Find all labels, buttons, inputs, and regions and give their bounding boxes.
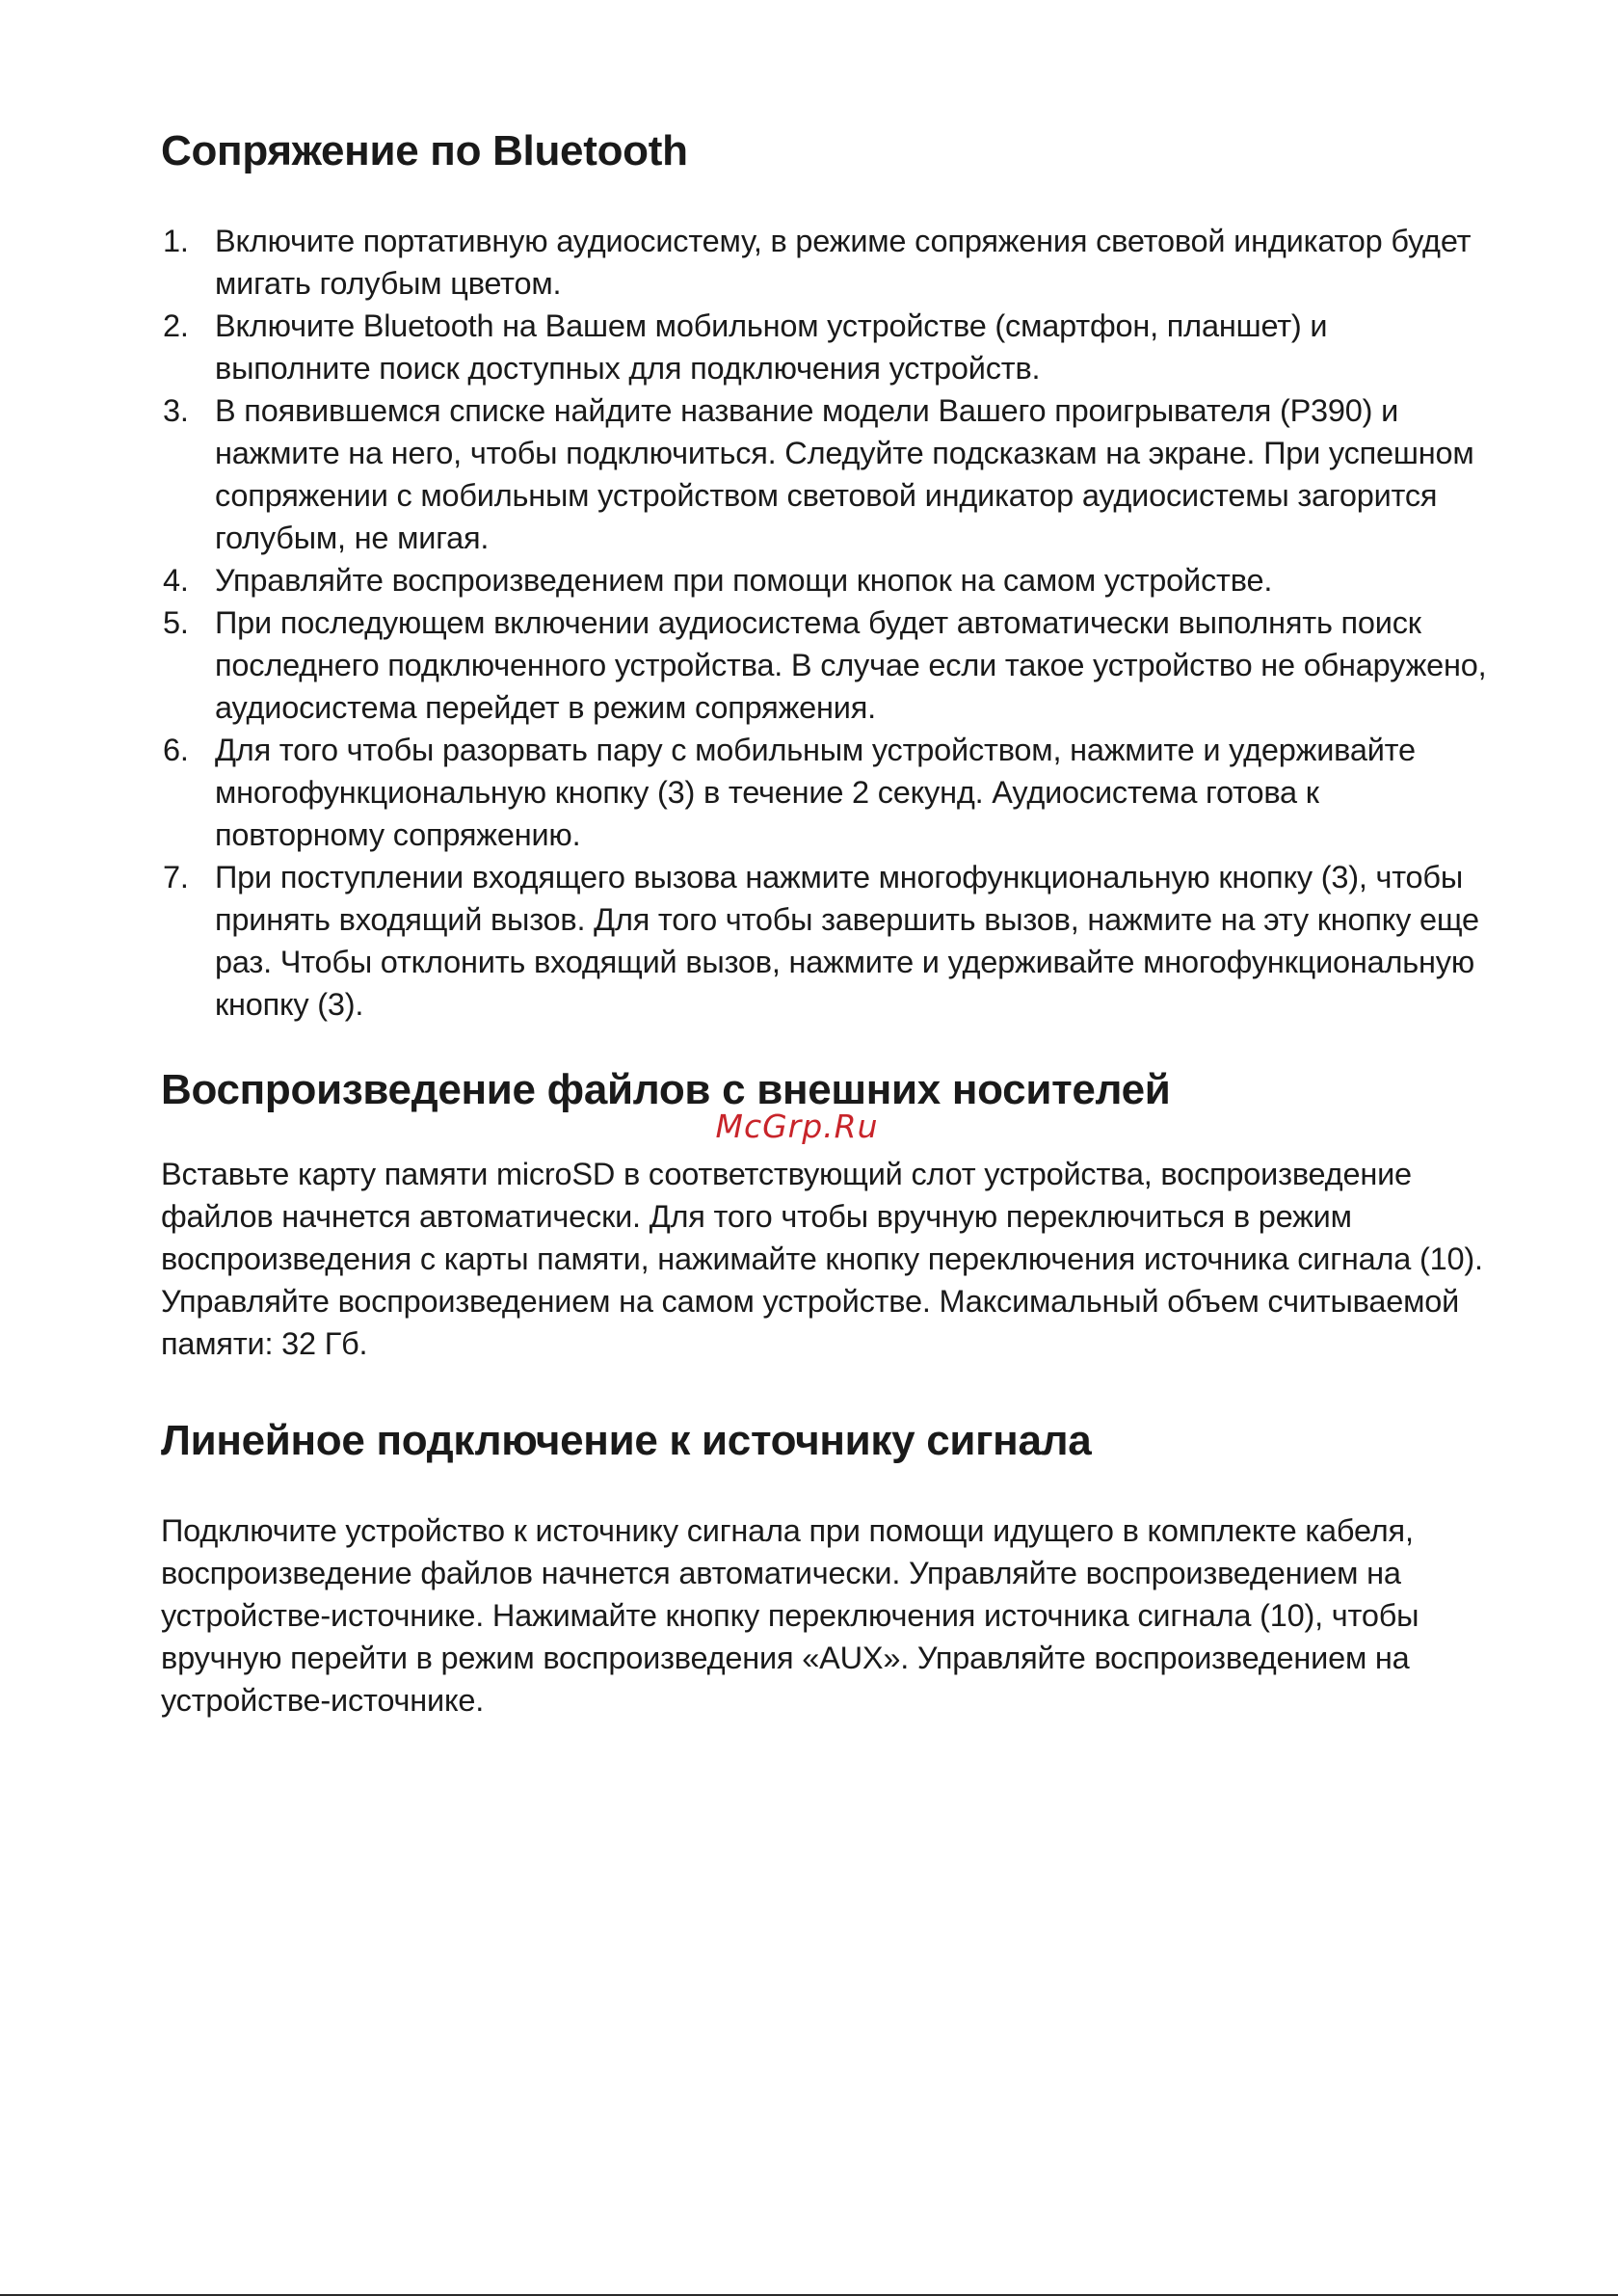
external-media-heading: Воспроизведение файлов с внешних носителей [161,1066,1171,1113]
step-number: 7. [163,860,189,894]
line-in-heading: Линейное подключение к источнику сигнала [161,1417,1092,1464]
step-text: При поступлении входящего вызова нажмите многофункциональную кнопку (3), чтобы принять входящий вызов. Для того чтобы завершить вызов, нажмите на эту кнопку еще раз. Чтобы отклонить входящий вызов, нажмите и удерживайте многофункциональную кнопку (3). [215,860,1479,1022]
manual-page [161,125,1491,1722]
bluetooth-section [161,125,1491,1026]
external-media-paragraph: Вставьте карту памяти microSD в соответствующий слот устройства, воспроизведение файлов начнется автоматически. Для того чтобы вручную переключиться в режим воспроизведения с карты памяти, нажимайте кнопку переключения источника сигнала (10). Управляйте воспроизведением на самом устройстве. Максимальный объем считываемой памяти: 32 Гб. [161,1157,1483,1361]
step-number: 2. [163,308,189,343]
step-item [161,305,1491,389]
bluetooth-steps-list [161,220,1491,1026]
line-in-section [161,1415,1491,1722]
step-item [161,220,1491,305]
bluetooth-heading: Сопряжение по Bluetooth [161,127,688,174]
step-item [161,389,1491,559]
step-text: Управляйте воспроизведением при помощи кнопок на самом устройстве. [215,563,1273,598]
watermark-link[interactable]: McGrp.Ru [715,1108,879,1145]
step-text: В появившемся списке найдите название модели Вашего проигрывателя (P390) и нажмите на него, чтобы подключиться. Следуйте подсказкам на экране. При успешном сопряжении с мобильным устройством световой индикатор аудиосистемы загорится голубым, не мигая. [215,393,1474,555]
step-text: При последующем включении аудиосистема будет автоматически выполнять поиск последнего подключенного устройства. В случае если такое устройство не обнаружено, аудиосистема перейдет в режим сопряжения. [215,605,1487,725]
step-item [161,559,1491,601]
step-number: 4. [163,563,189,598]
step-item [161,856,1491,1026]
external-media-section [161,1064,1491,1365]
step-text: Для того чтобы разорвать пару с мобильным устройством, нажмите и удерживайте многофункциональную кнопку (3) в течение 2 секунд. Аудиосистема готова к повторному сопряжению. [215,733,1416,852]
step-number: 1. [163,224,189,258]
step-number: 5. [163,605,189,640]
line-in-paragraph: Подключите устройство к источнику сигнала при помощи идущего в комплекте кабеля, воспроизведение файлов начнется автоматически. Управляйте воспроизведением на устройстве-источнике. Нажимайте кнопку переключения источника сигнала (10), чтобы вручную перейти в режим воспроизведения «AUX». Управляйте воспроизведением на устройстве-источнике. [161,1513,1419,1718]
step-item [161,601,1491,729]
step-item [161,729,1491,856]
step-text: Включите Bluetooth на Вашем мобильном устройстве (смартфон, планшет) и выполните поиск доступных для подключения устройств. [215,308,1328,386]
step-number: 3. [163,393,189,428]
step-number: 6. [163,733,189,767]
step-text: Включите портативную аудиосистему, в режиме сопряжения световой индикатор будет мигать голубым цветом. [215,224,1472,301]
